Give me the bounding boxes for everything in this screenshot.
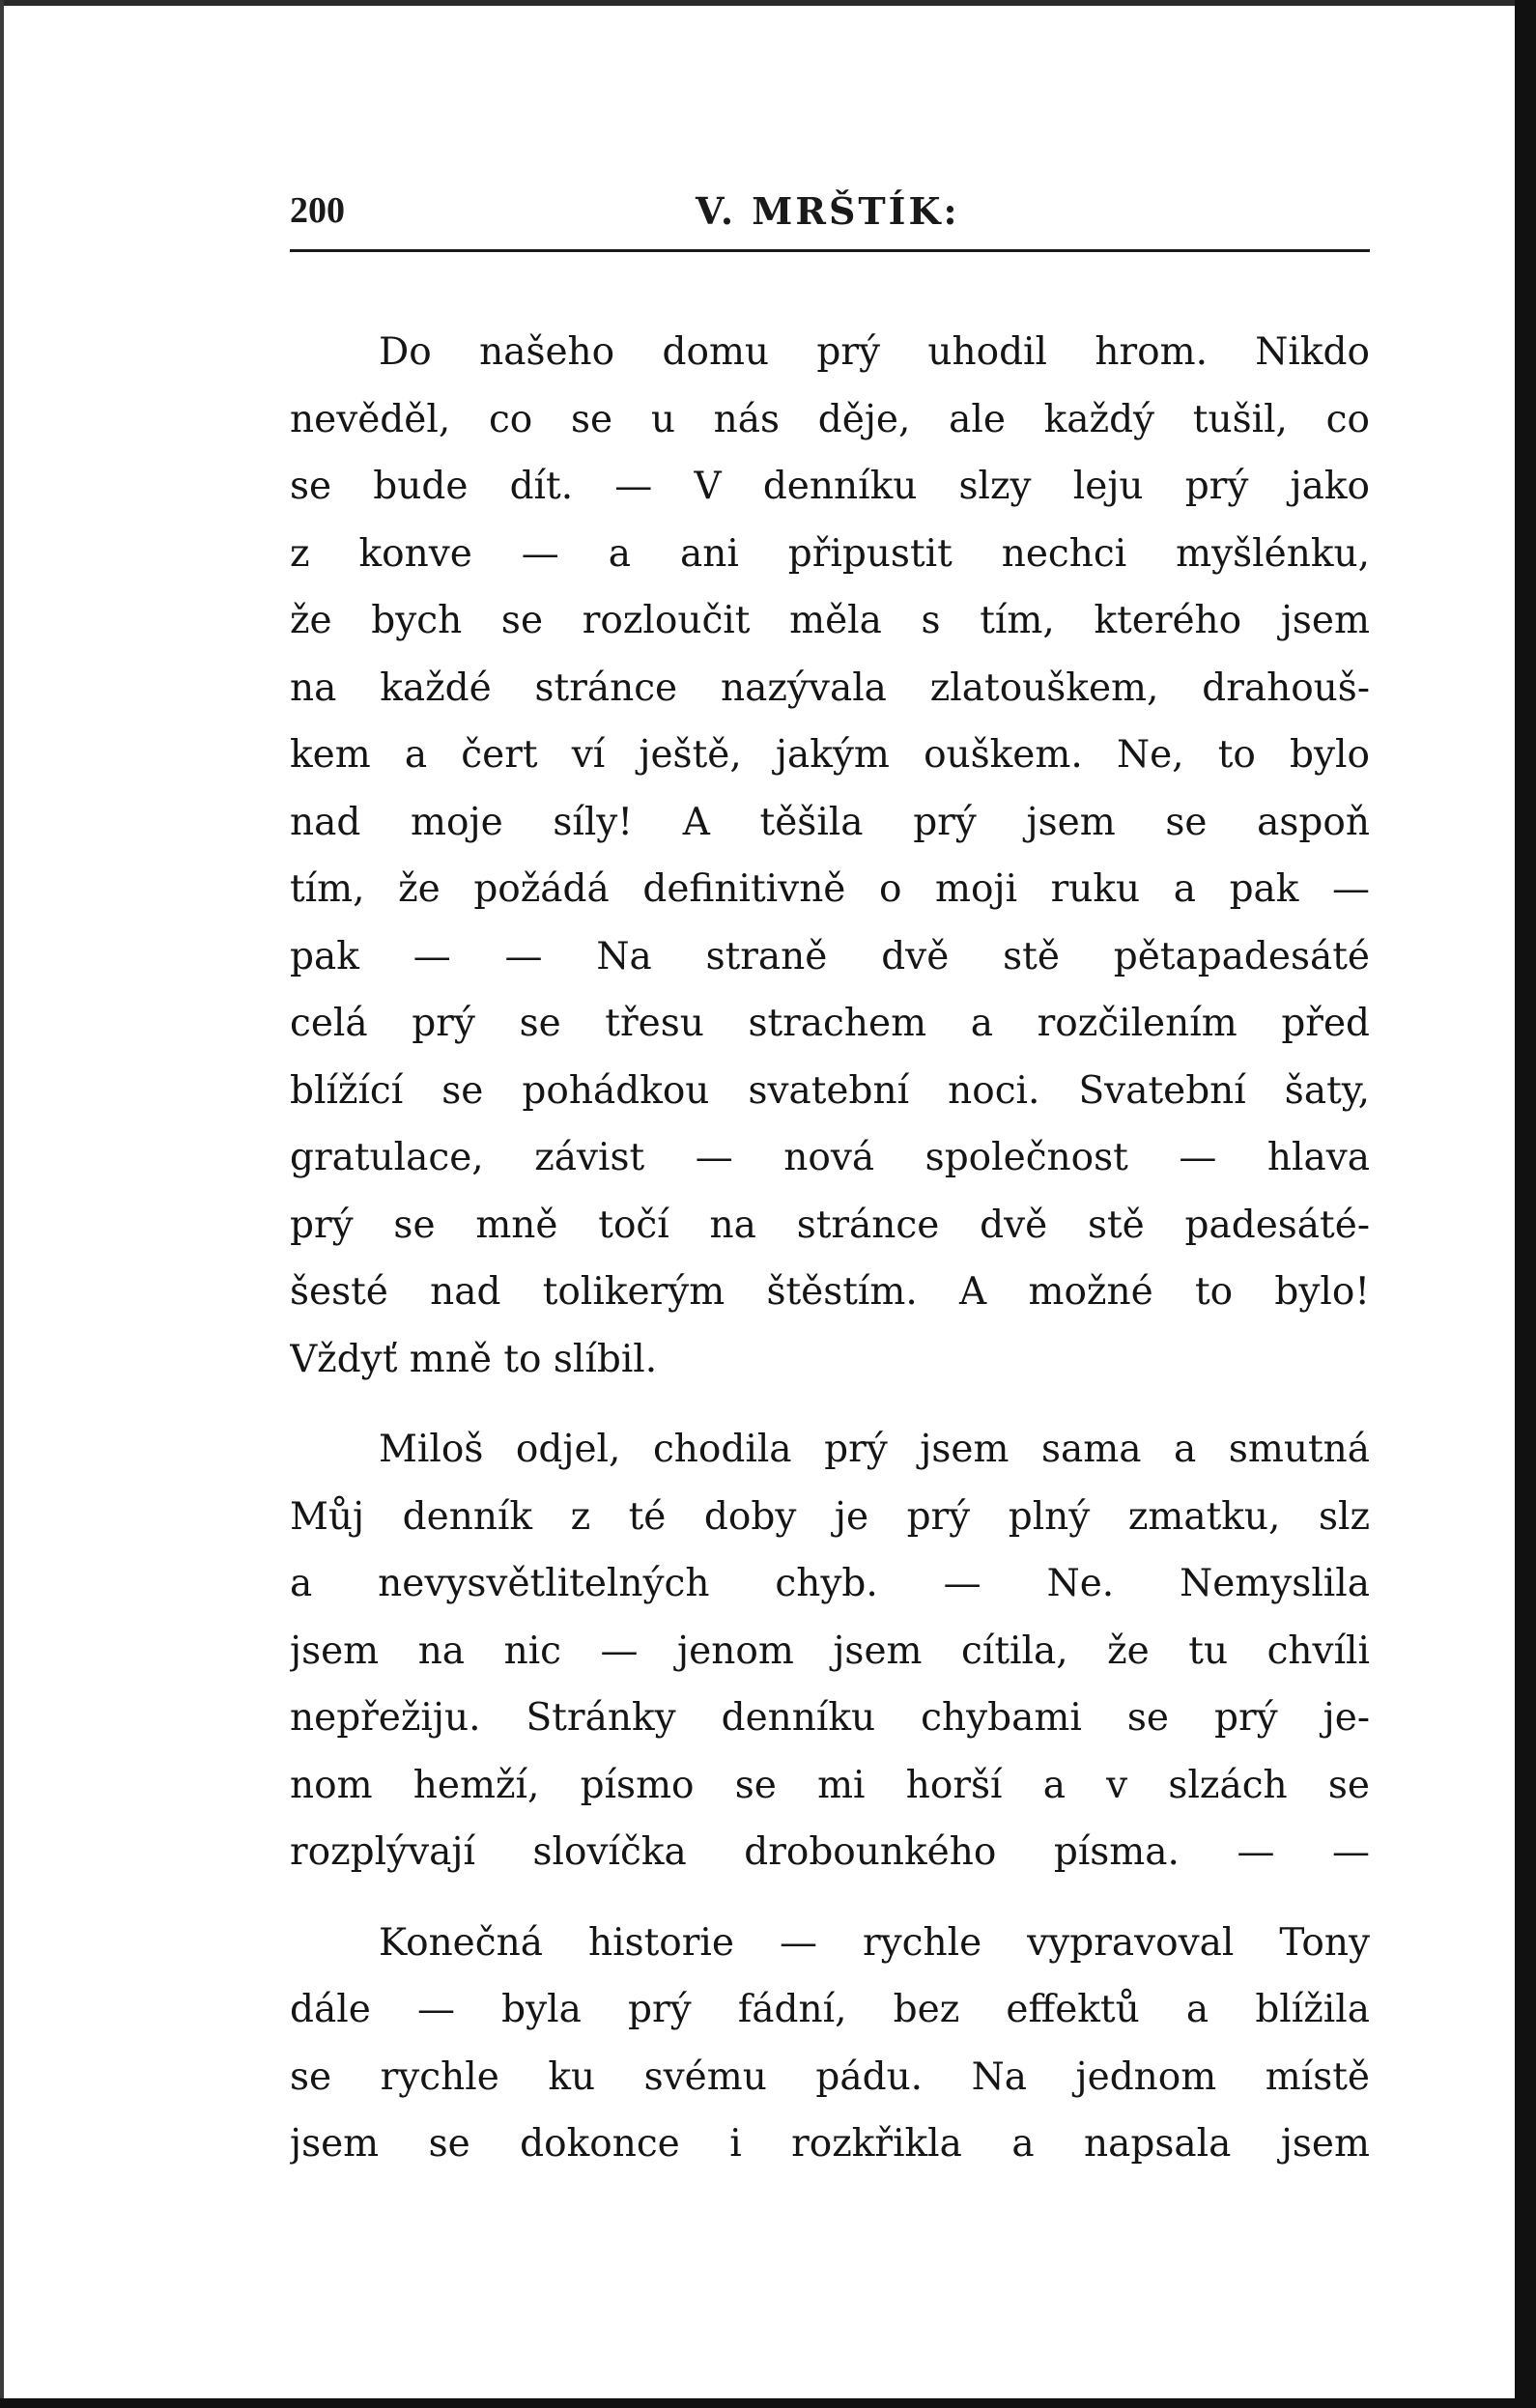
text-line: rozplývají slovíčka drobounkého písma. — —: [290, 1830, 1370, 1874]
text-line: a nevysvětlitelných chyb. — Ne. Nemyslila: [290, 1562, 1370, 1605]
header-rule: [290, 249, 1370, 252]
text-line: Konečná historie — rychle vypravoval Tony: [379, 1920, 1370, 1965]
text-line: na každé stránce nazývala zlatouškem, drahouš-: [290, 666, 1370, 710]
paragraph-gap: [290, 1886, 1370, 1910]
text-line: z konve — a ani připustit nechci myšlénku,: [290, 531, 1370, 576]
body-text: [290, 319, 1370, 2178]
text-line: dále — byla prý fádní, bez effektů a blížila: [290, 1988, 1370, 2031]
running-head: V. MRŠTÍK:: [696, 189, 960, 233]
scan-edge-right: [1515, 0, 1536, 2408]
page-number: 200: [290, 190, 345, 231]
text-line: blížící se pohádkou svatební noci. Svatební šaty,: [290, 1068, 1370, 1113]
text-line: nad moje síly! A těšila prý jsem se aspoň: [290, 800, 1370, 844]
paragraph-1: [290, 319, 1370, 1393]
scan-edge-left: [0, 0, 4, 2408]
text-line: gratulace, závist — nová společnost — hlava: [290, 1136, 1370, 1179]
text-line: Miloš odjel, chodila prý jsem sama a smutná: [379, 1428, 1370, 1471]
text-line: se bude dít. — V denníku slzy leju prý jako: [290, 465, 1370, 508]
paragraph-3: [290, 1910, 1370, 2178]
text-line: Vždyť mně to slíbil.: [290, 1337, 658, 1381]
page-header: [290, 184, 1370, 241]
text-line: kem a čert ví ještě, jakým ouškem. Ne, to bylo: [290, 733, 1370, 777]
text-line: jsem se dokonce i rozkřikla a napsala jsem: [290, 2122, 1370, 2166]
text-line: nepřežiju. Stránky denníku chybami se prý je-: [290, 1696, 1370, 1740]
text-line: prý se mně točí na stránce dvě stě padesáté-: [290, 1203, 1370, 1247]
text-line: pak — — Na straně dvě stě pětapadesáté: [290, 934, 1370, 978]
text-line: že bych se rozloučit měla s tím, kterého jsem: [290, 599, 1370, 642]
text-line: celá prý se třesu strachem a rozčilením před: [290, 1002, 1370, 1045]
scan-edge-bottom: [0, 2398, 1536, 2408]
text-line: Do našeho domu prý uhodil hrom. Nikdo: [379, 330, 1370, 374]
text-line: šesté nad tolikerým štěstím. A možné to bylo!: [290, 1270, 1370, 1314]
paragraph-gap: [290, 1393, 1370, 1416]
text-line: jsem na nic — jenom jsem cítila, že tu chvíli: [290, 1629, 1370, 1673]
text-line: Můj denník z té doby je prý plný zmatku, slz: [290, 1494, 1370, 1539]
text-line: tím, že požádá definitivně o moji ruku a pak —: [290, 867, 1370, 911]
scan-edge-top: [0, 0, 1536, 6]
text-line: se rychle ku svému pádu. Na jednom místě: [290, 2054, 1370, 2099]
text-line: nom hemží, písmo se mi horší a v slzách se: [290, 1763, 1370, 1807]
text-line: nevěděl, co se u nás děje, ale každý tušil, co: [290, 397, 1370, 441]
paragraph-2: [290, 1416, 1370, 1886]
